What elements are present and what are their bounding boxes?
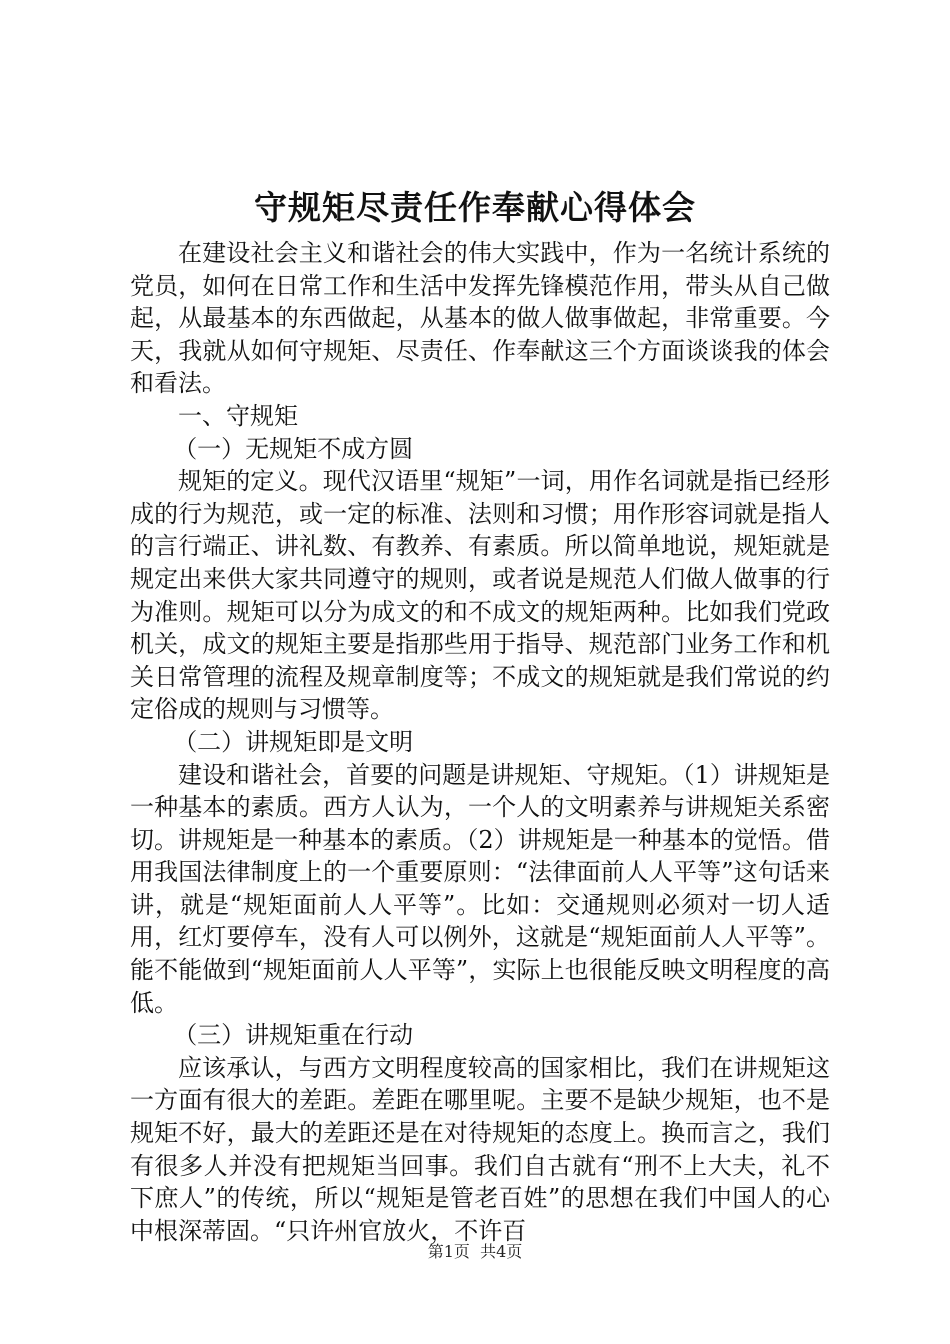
paragraph-definition: 规矩的定义。现代汉语里“规矩”一词，用作名词就是指已经形成的行为规范，或一定的标准、法则和习惯；用作形容词就是指人的言行端正、讲礼数、有教养、有素质。所以简单地说，规矩就是规定出来供大家共同遵守的规则，或者说是规范人们做人做事的行为准则。规矩可以分为成文的和不成文的规矩两种。比如我们党政机关，成文的规矩主要是指那些用于指导、规范部门业务工作和机关日常管理的流程及规章制度等；不成文的规矩就是我们常说的约定俗成的规则与习惯等。 xyxy=(130,467,830,724)
paragraph-civilization: 建设和谐社会，首要的问题是讲规矩、守规矩。（1）讲规矩是一种基本的素质。西方人认为，一个人的文明素养与讲规矩关系密切。讲规矩是一种基本的素质。（2）讲规矩是一种基本的觉悟。借用我国法律制度上的一个重要原则：“法律面前人人平等”这句话来讲，就是“规矩面前人人平等”。比如：交通规则必须对一切人适用，红灯要停车，没有人可以例外，这就是“规矩面前人人平等”。能不能做到“规矩面前人人平等”，实际上也很能反映文明程度的高低。 xyxy=(130,760,830,1017)
subsection-heading-3: （三）讲规矩重在行动 xyxy=(173,1021,414,1050)
subsection-heading-2: （二）讲规矩即是文明 xyxy=(173,727,414,756)
section-heading-1: 一、守规矩 xyxy=(178,401,298,430)
paragraph-action: 应该承认，与西方文明程度较高的国家相比，我们在讲规矩这一方面有很大的差距。差距在哪里呢。主要不是缺少规矩，也不是规矩不好，最大的差距还是在对待规矩的态度上。换而言之，我们有很多人并没有把规矩当回事。我们自古就有“刑不上大夫，礼不下庶人”的传统，所以“规矩是管老百姓”的思想在我们中国人的心中根深蒂固。“只许州官放火，不许百 xyxy=(130,1053,830,1245)
document-title: 守规矩尽责任作奉献心得体会 xyxy=(254,188,696,227)
page-number-label: 第1页 共4页 xyxy=(427,1242,523,1261)
subsection-heading-1: （一）无规矩不成方圆 xyxy=(173,434,414,463)
document-body xyxy=(130,237,830,1247)
paragraph-intro: 在建设社会主义和谐社会的伟大实践中，作为一名统计系统的党员，如何在日常工作和生活中发挥先锋模范作用，带头从自己做起，从最基本的东西做起，从基本的做人做事做起，非常重要。今天，我就从如何守规矩、尽责任、作奉献这三个方面谈谈我的体会和看法。 xyxy=(130,239,830,398)
page-footer xyxy=(0,1242,950,1262)
